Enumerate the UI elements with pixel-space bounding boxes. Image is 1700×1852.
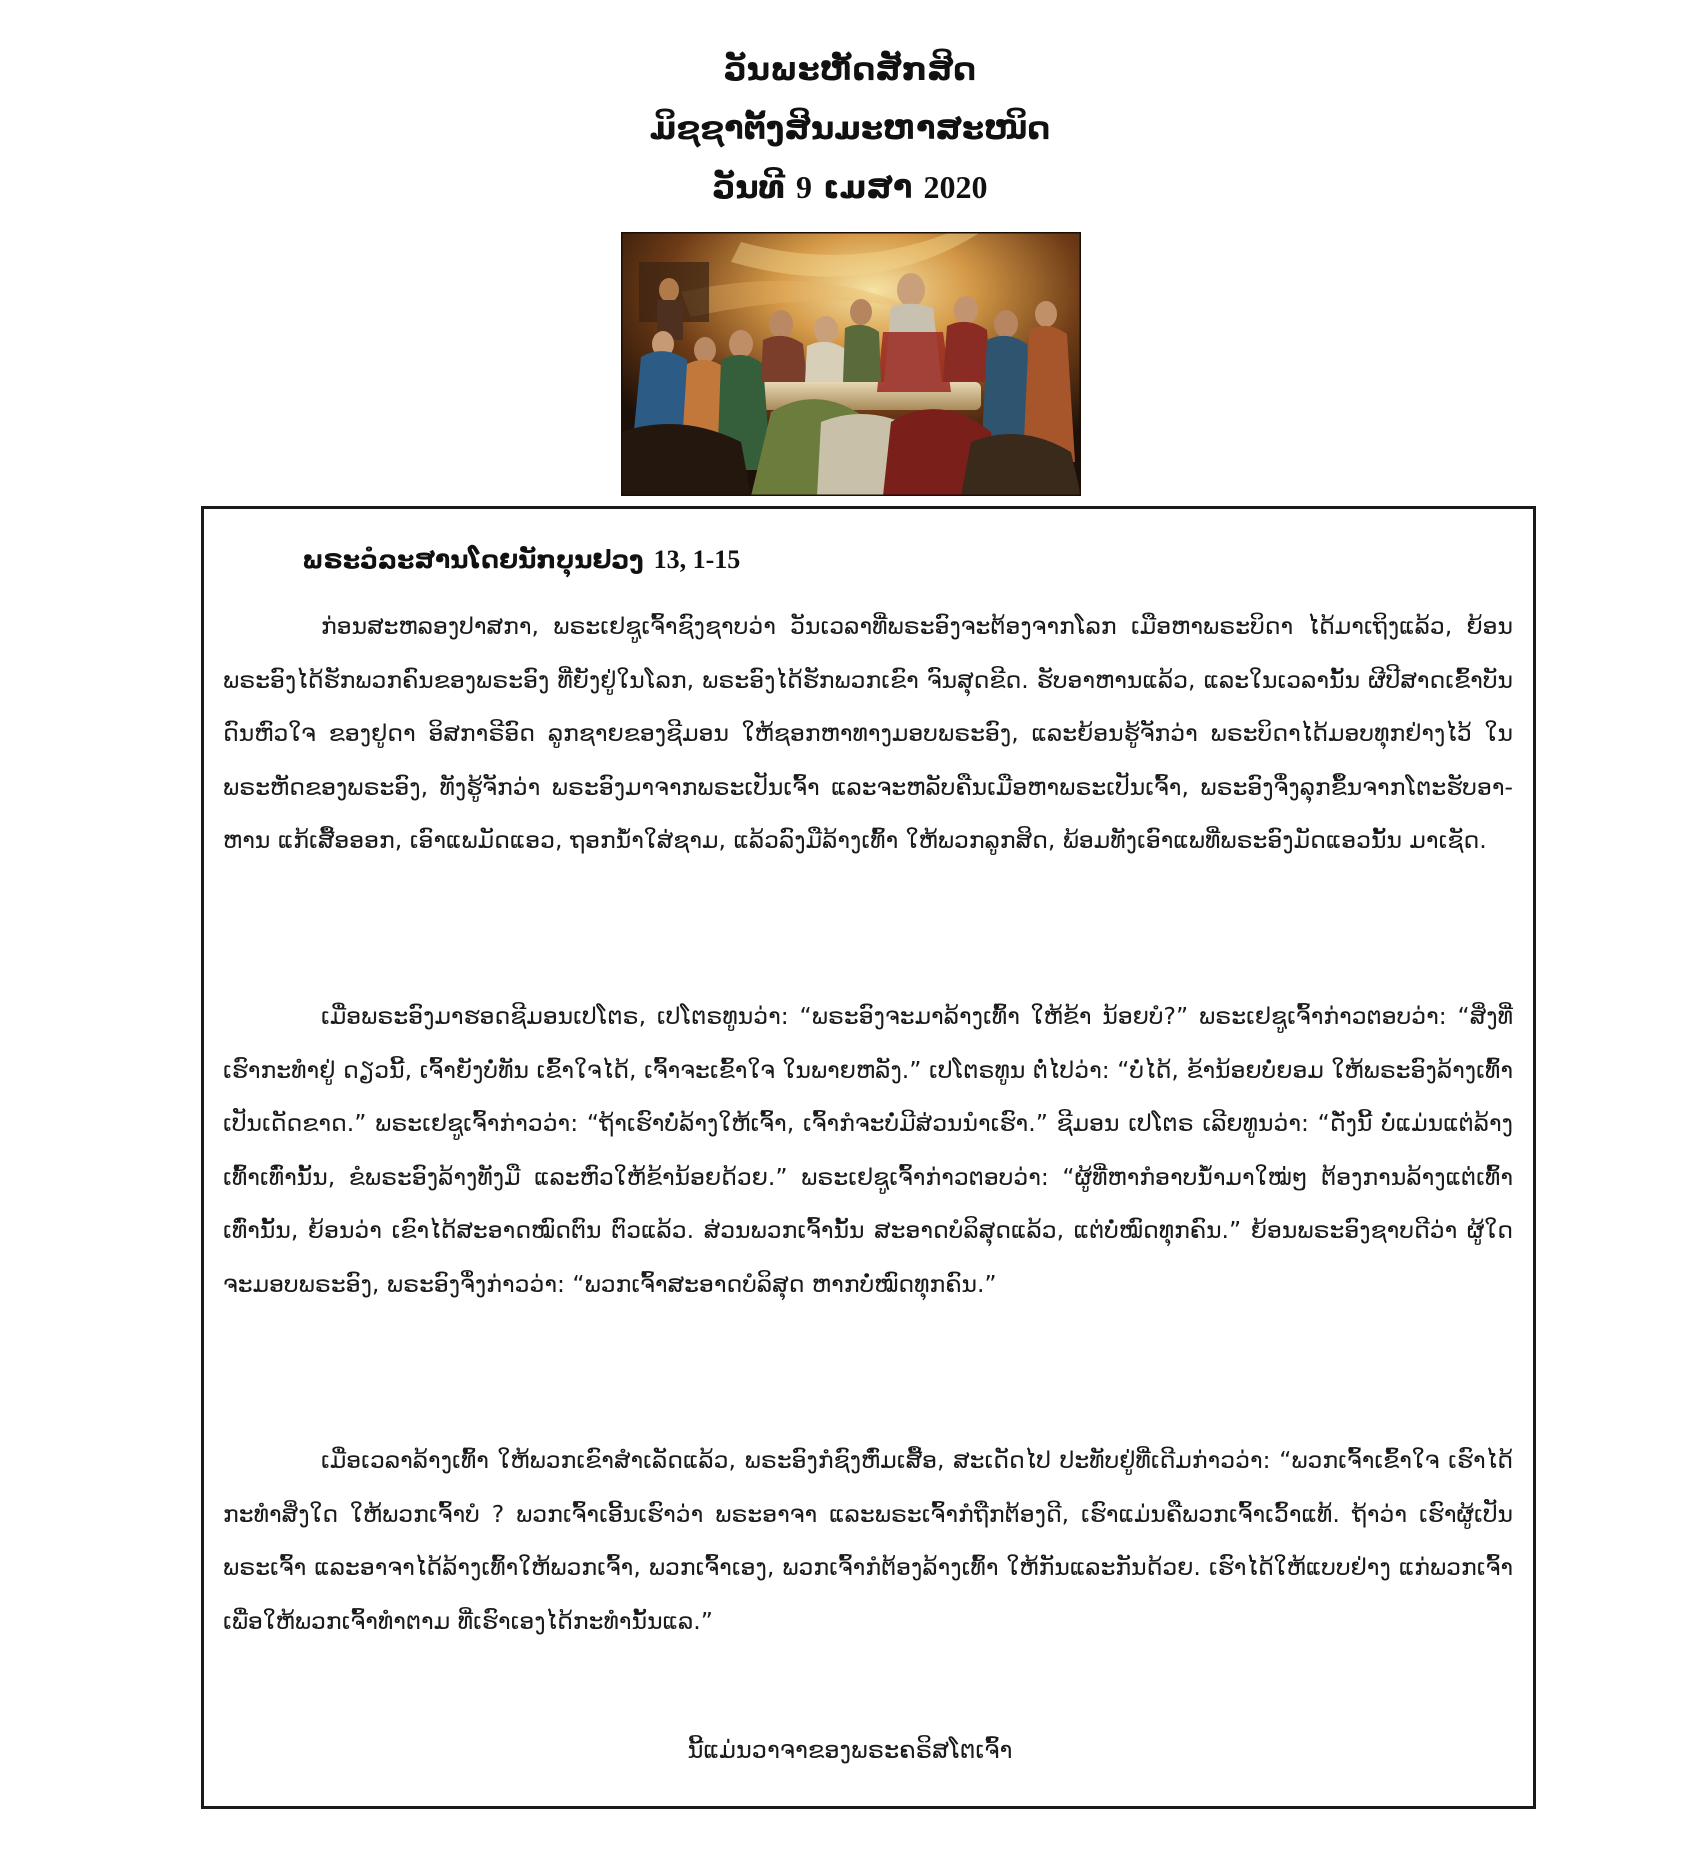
reading-paragraph: ເມື່ອພຣະອົງມາຮອດຊີມອນເປໂຕຣ, ເປໂຕຣທູນວ່າ: “ພຣະອົງຈະມາລ້າງເທົ້າ ໃຫ້ຂ້າ ນ້ອຍບໍ?” ພຣະເຢຊູເຈົ້າກ່າວຕອບວ່າ: “ສິ່ງທີ່ເຮົາກະທຳຢູ່ ດຽວນີ້, ເຈົ້າຍັງບໍ່ທັນ ເຂົ້າໃຈໄດ້, ເຈົ້າຈະເຂົ້າໃຈ ໃນພາຍຫລັງ.” ເປໂຕຣທູນ ຕໍ່ໄປວ່າ: “ບໍ່ໄດ້, ຂ້ານ້ອຍບໍ່ຍອມ ໃຫ້ພຣະອົງລ້າງເທົ້າ ເປັນເດັດຂາດ.” ພຣະເຢຊູເຈົ້າກ່າວວ່າ: “ຖ້າເຮົາບໍ່ລ້າງໃຫ້ເຈົ້າ, ເຈົ້າກໍຈະບໍ່ມີສ່ວນນຳເຮົາ.” ຊີມອນ ເປໂຕຣ ເລີຍທູນວ່າ: “ດັ່ງນີ້ ບໍ່ແມ່ນແຕ່ລ້າງເທົ້າເທົ່ານັ້ນ, ຂໍພຣະອົງລ້າງທັງມື ແລະຫົວໃຫ້ຂ້ານ້ອຍດ້ວຍ.” ພຣະເຢຊູເຈົ້າກ່າວຕອບວ່າ: “ຜູ້ທີ່ຫາກໍອາບນ້ຳມາໃໝ່ໆ ຕ້ອງການລ້າງແຕ່ເທົ້າເທົ່ານັ້ນ, ຍ້ອນວ່າ ເຂົາໄດ້ສະອາດໝົດຕົນ ຕົວແລ້ວ. ສ່ວນພວກເຈົ້ານັ້ນ ສະອາດບໍລິສຸດແລ້ວ, ແຕ່ບໍ່ໝົດທຸກຄົນ.” ຍ້ອນພຣະອົງຊາບດີວ່າ ຜູ້ໃດຈະມອບພຣະອົງ, ພຣະອົງຈຶ່ງກ່າວວ່າ: “ພວກເຈົ້າສະອາດບໍລິສຸດ ຫາກບໍ່ໝົດທຸກຄົນ.” (223, 1002, 1513, 1298)
date-prefix: ວັນທີ (712, 168, 785, 206)
page-subtitle: ມິຊຊາຕັ້ງສິນມະຫາສະໜິດ (649, 109, 1051, 147)
page-title: ວັນພະຫັດສັກສິດ (723, 50, 977, 88)
reading-paragraph: ກ່ອນສະຫລອງປາສກາ, ພຣະເຢຊູເຈົ້າຊົງຊາບວ່າ ວັນເວລາທີ່ພຣະອົງຈະຕ້ອງຈາກໂລກ ເມືອຫາພຣະບິດາ ໄດ້ມາເຖິງແລ້ວ, ຍ້ອນພຣະອົງໄດ້ຮັກພວກຄົນຂອງພຣະອົງ ທີ່ຍັງຢູ່ໃນໂລກ, ພຣະອົງໄດ້ຮັກພວກເຂົາ ຈົນສຸດຂີດ. ຮັບອາຫານແລ້ວ, ແລະໃນເວລານັ້ນ ຜີປີສາດເຂົ້າບັນດົນຫົວໃຈ ຂອງຢູດາ ອິສກາຣີອົດ ລູກຊາຍຂອງຊີມອນ ໃຫ້ຊອກຫາທາງມອບພຣະອົງ, ແລະຍ້ອນຮູ້ຈັກວ່າ ພຣະບິດາໄດ້ມອບທຸກຢ່າງໄວ້ ໃນພຣະຫັດຂອງພຣະອົງ, ທັງຮູ້ຈັກວ່າ ພຣະອົງມາຈາກພຣະເປັນເຈົ້າ ແລະຈະຫລັບຄືນເມືອຫາພຣະເປັນເຈົ້າ, ພຣະອົງຈຶ່ງລຸກຂຶ້ນຈາກໂຕະຮັບອາ-ຫານ ແກ້ເສື້ອອອກ, ເອົາແພມັດແອວ, ຖອກນ້ຳໃສ່ຊາມ, ແລ້ວລົງມືລ້າງເທົ້າ ໃຫ້ພວກລູກສິດ, ພ້ອມທັງເອົາແພທີ່ພຣະອົງມັດແອວນັ້ນ ມາເຊັດ. (223, 612, 1513, 854)
date-year: 2020 (923, 169, 988, 205)
date-day: 9 (796, 169, 812, 205)
reading-reference: 13, 1-15 (653, 545, 741, 574)
document-header (0, 40, 1700, 217)
closing-acclamation: ນີ້ແມ່ນວາຈາຂອງພຣະຄຣິສໂຕເຈົ້າ (687, 1736, 1013, 1764)
reading-title-text: ພຣະວໍລະສານໂດຍນັກບຸນຢວງ (302, 545, 644, 574)
last-supper-painting (621, 232, 1081, 496)
date-month: ເມສາ (823, 168, 913, 206)
painting-illustration (621, 232, 1081, 496)
date-line (0, 158, 1700, 217)
reading-title (302, 538, 740, 582)
reading-paragraph: ເມື່ອເວລາລ້າງເທົ້າ ໃຫ້ພວກເຂົາສຳເລັດແລ້ວ, ພຣະອົງກໍຊົງຫົ່ມເສື້ອ, ສະເດັດໄປ ປະທັບຢູ່ທີ່ເດີມກ່າວວ່າ: “ພວກເຈົ້າເຂົ້າໃຈ ເຮົາໄດ້ ກະທຳສິ່ງໃດ ໃຫ້ພວກເຈົ້າບໍ ? ພວກເຈົ້າເອີ້ນເຮົາວ່າ ພຣະອາຈາ ແລະພຣະເຈົ້າກໍຖືກຕ້ອງດີ, ເຮົາແມ່ນຄືພວກເຈົ້າເວົ້າແທ້. ຖ້າວ່າ ເຮົາຜູ້ເປັນ ພຣະເຈົ້າ ແລະອາຈາໄດ້ລ້າງເທົ້າໃຫ້ພວກເຈົ້າ, ພວກເຈົ້າເອງ, ພວກເຈົ້າກໍຕ້ອງລ້າງເທົ້າ ໃຫ້ກັນແລະກັນດ້ວຍ. ເຮົາໄດ້ໃຫ້ແບບຢ່າງ ແກ່ພວກເຈົ້າ ເພື່ອໃຫ້ພວກເຈົ້າທຳຕາມ ທີ່ເຮົາເອງໄດ້ກະທຳນັ້ນແລ.” (223, 1446, 1513, 1635)
